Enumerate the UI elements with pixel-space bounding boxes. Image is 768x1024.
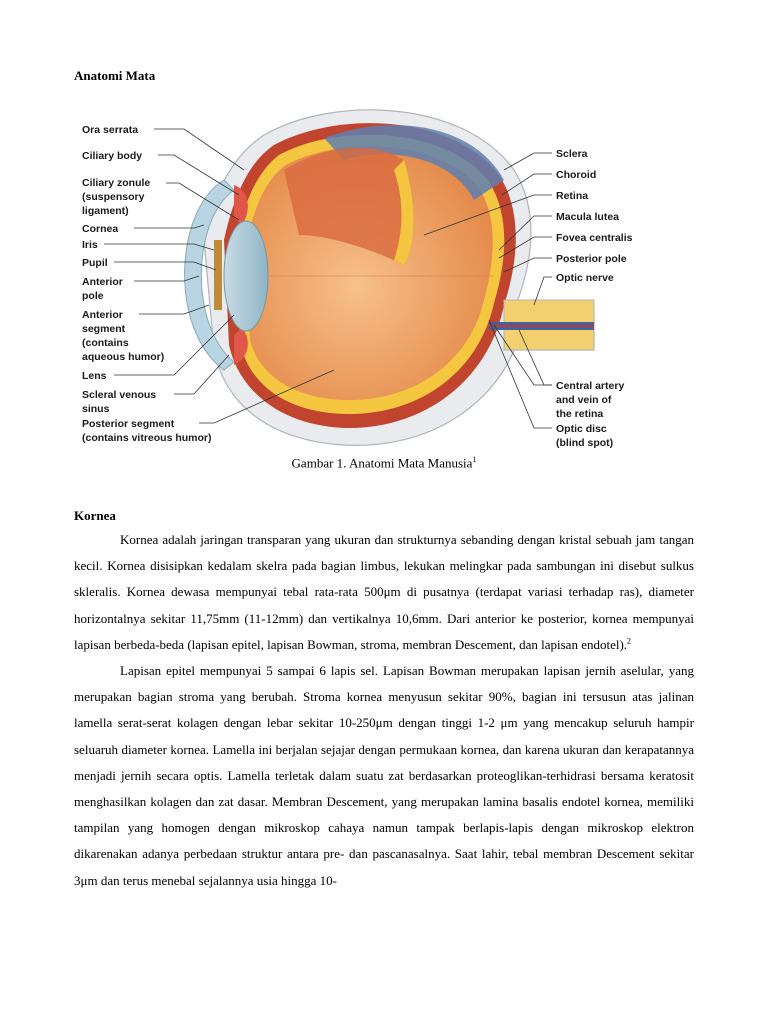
label-optic-disc: Optic disc bbox=[556, 423, 607, 435]
kornea-paragraph-2: Lapisan epitel mempunyai 5 sampai 6 lapis sel. Lapisan Bowman merupakan lapisan jernih aselular, yang merupakan bagian stroma yang berubah. Stroma kornea menyusun sekitar 90%, bagian ini tersusun atas jalinan lamella serat-serat kolagen dengan lebar sekitar 10-250μm dengan tinggi 1-2 μm yang mencakup seluruh hampir seluaruh diameter kornea. Lamella ini berjalan sejajar dengan permukaan kornea, dan karena ukuran dan kerapatannya menjadi jernih secara optis. Lamella terletak dalam suatu zat berdasarkan proteoglikan-terhidrasi bersama keratosit menghasilkan kolagen dan zat dasar. Membran Descement, yang merupakan lamina basalis endotel kornea, memiliki tampilan yang homogen dengan mikroskop cahaya namun tampak berlapis-lapis dengan mikroskop elektron dikarenakan adanya perbedaan struktur antara pre- dan pascanasalnya. Saat lahir, tebal membran Descement sekitar 3μm dan terus menebal sejalannya usia hingga 10- bbox=[74, 663, 694, 888]
label-iris: Iris bbox=[82, 239, 98, 251]
label-cornea: Cornea bbox=[82, 223, 119, 235]
label-ora-serrata: Ora serrata bbox=[82, 124, 139, 136]
figure-caption bbox=[0, 455, 768, 471]
label-ciliary-zonule-2: (suspensory bbox=[82, 191, 145, 203]
section-heading-kornea: Kornea bbox=[74, 508, 116, 523]
kornea-body bbox=[74, 527, 694, 894]
figure-caption-ref: 1 bbox=[472, 455, 477, 464]
label-posterior-segment-2: (contains vitreous humor) bbox=[82, 432, 212, 444]
label-macula-lutea: Macula lutea bbox=[556, 211, 620, 223]
label-central-artery-3: the retina bbox=[556, 408, 604, 420]
label-central-artery: Central artery bbox=[556, 380, 625, 392]
right-labels bbox=[556, 148, 633, 449]
label-posterior-pole: Posterior pole bbox=[556, 253, 627, 265]
label-choroid: Choroid bbox=[556, 169, 597, 181]
kornea-paragraph-1-ref: 2 bbox=[627, 636, 632, 646]
label-lens: Lens bbox=[82, 370, 107, 382]
kornea-paragraph-1-text: Kornea adalah jaringan transparan yang ukuran dan strukturnya sebanding dengan kristal sebuah jam tangan kecil. Kornea disisipkan kedalam skelra pada bagian limbus, lekukan melingkar pada sambungan ini disebut sulkus skleralis. Kornea dewasa mempunyai tebal rata-rata 500μm di pusatnya (terdapat variasi terhadap ras), diameter horizontalnya sekitar 11,75mm (11-12mm) dan vertikalnya 10,6mm. Dari anterior ke posterior, kornea mempunyai lapisan berbeda-beda (lapisan epitel, lapisan Bowman, stroma, membran Descement, dan lapisan endotel). bbox=[74, 532, 694, 652]
label-ciliary-zonule: Ciliary zonule bbox=[82, 177, 151, 189]
label-anterior-segment: Anterior bbox=[82, 309, 123, 321]
label-optic-nerve: Optic nerve bbox=[556, 272, 614, 284]
eye-anatomy-diagram bbox=[74, 100, 694, 450]
figure-caption-text: Gambar 1. Anatomi Mata Manusia bbox=[291, 455, 473, 471]
section-title: Anatomi Mata bbox=[74, 68, 156, 83]
label-optic-disc-2: (blind spot) bbox=[556, 437, 614, 449]
label-anterior-pole-2: pole bbox=[82, 290, 104, 302]
label-anterior-pole: Anterior bbox=[82, 276, 123, 288]
label-retina: Retina bbox=[556, 190, 589, 202]
label-ciliary-body: Ciliary body bbox=[82, 150, 143, 162]
label-scleral-venous-sinus-2: sinus bbox=[82, 403, 110, 415]
label-anterior-segment-3: (contains bbox=[82, 337, 129, 349]
label-sclera: Sclera bbox=[556, 148, 588, 160]
label-ciliary-zonule-3: ligament) bbox=[82, 205, 129, 217]
kornea-paragraph-1 bbox=[74, 527, 694, 658]
label-anterior-segment-4: aqueous humor) bbox=[82, 351, 165, 363]
label-pupil: Pupil bbox=[82, 257, 108, 269]
label-fovea-centralis: Fovea centralis bbox=[556, 232, 633, 244]
label-posterior-segment: Posterior segment bbox=[82, 418, 175, 430]
label-anterior-segment-2: segment bbox=[82, 323, 126, 335]
label-central-artery-2: and vein of bbox=[556, 394, 612, 406]
label-scleral-venous-sinus: Scleral venous bbox=[82, 389, 157, 401]
